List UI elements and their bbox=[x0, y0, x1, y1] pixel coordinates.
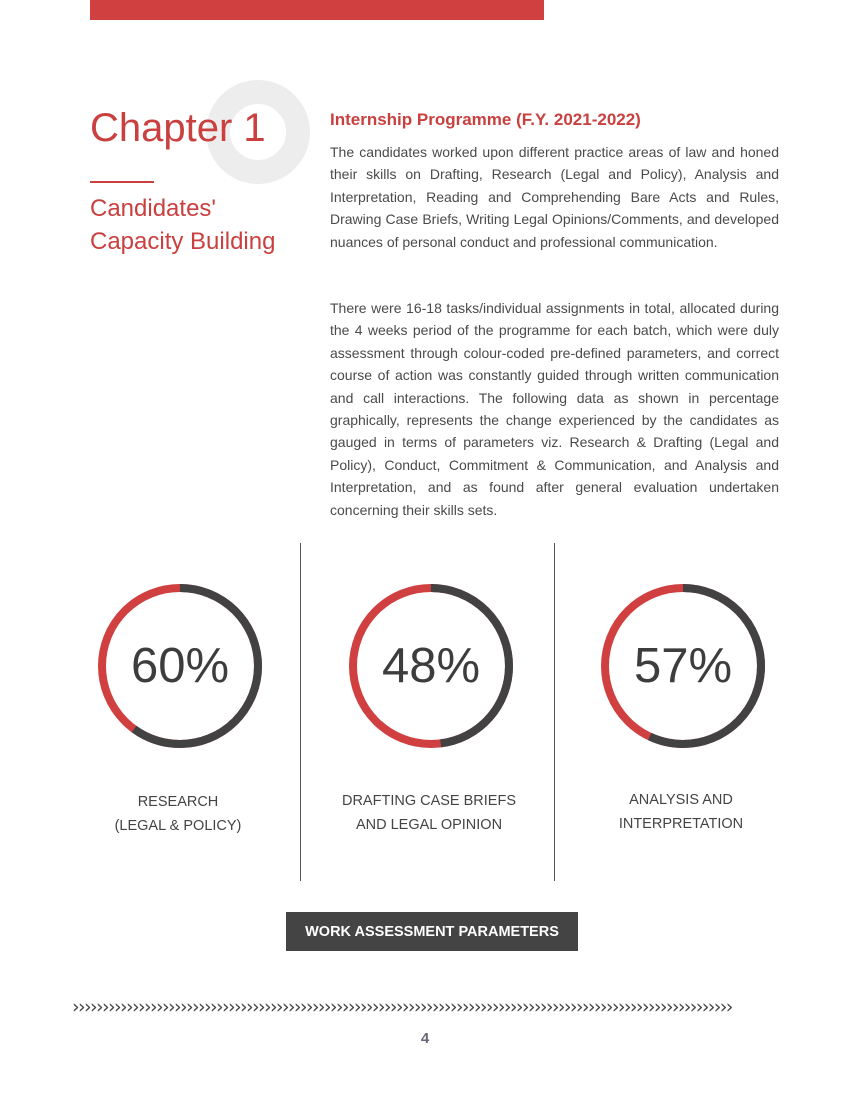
chevron-row-icon: ›››››››››››››››››››››››››››››››››››››››››››››››››››››››››››››››››››››››››››››››››››››››››››››››››››››››››››››› bbox=[72, 996, 732, 1018]
gauge-caption-research: RESEARCH (LEGAL & POLICY) bbox=[114, 794, 242, 834]
gauge-analysis bbox=[597, 580, 769, 752]
gauge-value: 48% bbox=[381, 639, 481, 693]
gauge-value: 60% bbox=[130, 639, 230, 693]
body-paragraph-1: The candidates worked upon different practice areas of law and honed their skills on Drafting, Research (Legal and Policy), Analysis and Interpretation, Reading and Comprehending Bare Acts and Rules, Drawing Case Briefs, Writing Legal Opinions/Comments, and developed nuances of personal conduct and professional communication. bbox=[330, 144, 779, 250]
body-paragraph-2: There were 16-18 tasks/individual assignments in total, allocated during the 4 weeks period of the programme for each batch, which were duly assessment through colour-coded pre-defined parameters, and correct course of action was constantly guided through written communication and call interactions. The following data as shown in percentage graphically, represents the change experienced by the candidates as gauged in terms of parameters viz. Research & Drafting (Legal and Policy), Conduct, Commitment & Communication, and Analysis and Interpretation, and as found after general evaluation undertaken concerning their skills sets. bbox=[330, 300, 779, 518]
section-heading: Internship Programme (F.Y. 2021-2022) bbox=[330, 110, 641, 129]
column-divider bbox=[300, 543, 301, 881]
work-assessment-badge: WORK ASSESSMENT PARAMETERS bbox=[286, 912, 578, 951]
chapter-title: Chapter 1 bbox=[90, 106, 266, 150]
page-number: 4 bbox=[420, 1030, 430, 1047]
chapter-subtitle: Candidates' Capacity Building bbox=[90, 195, 276, 255]
top-accent-bar bbox=[90, 0, 544, 20]
gauge-value: 57% bbox=[633, 639, 733, 693]
gauge-caption-analysis: ANALYSIS AND INTERPRETATION bbox=[618, 792, 744, 832]
title-divider bbox=[90, 181, 154, 183]
gauge-caption-drafting: DRAFTING CASE BRIEFS AND LEGAL OPINION bbox=[341, 793, 517, 833]
gauge-research bbox=[94, 580, 266, 752]
column-divider bbox=[554, 543, 555, 881]
gauge-drafting bbox=[345, 580, 517, 752]
